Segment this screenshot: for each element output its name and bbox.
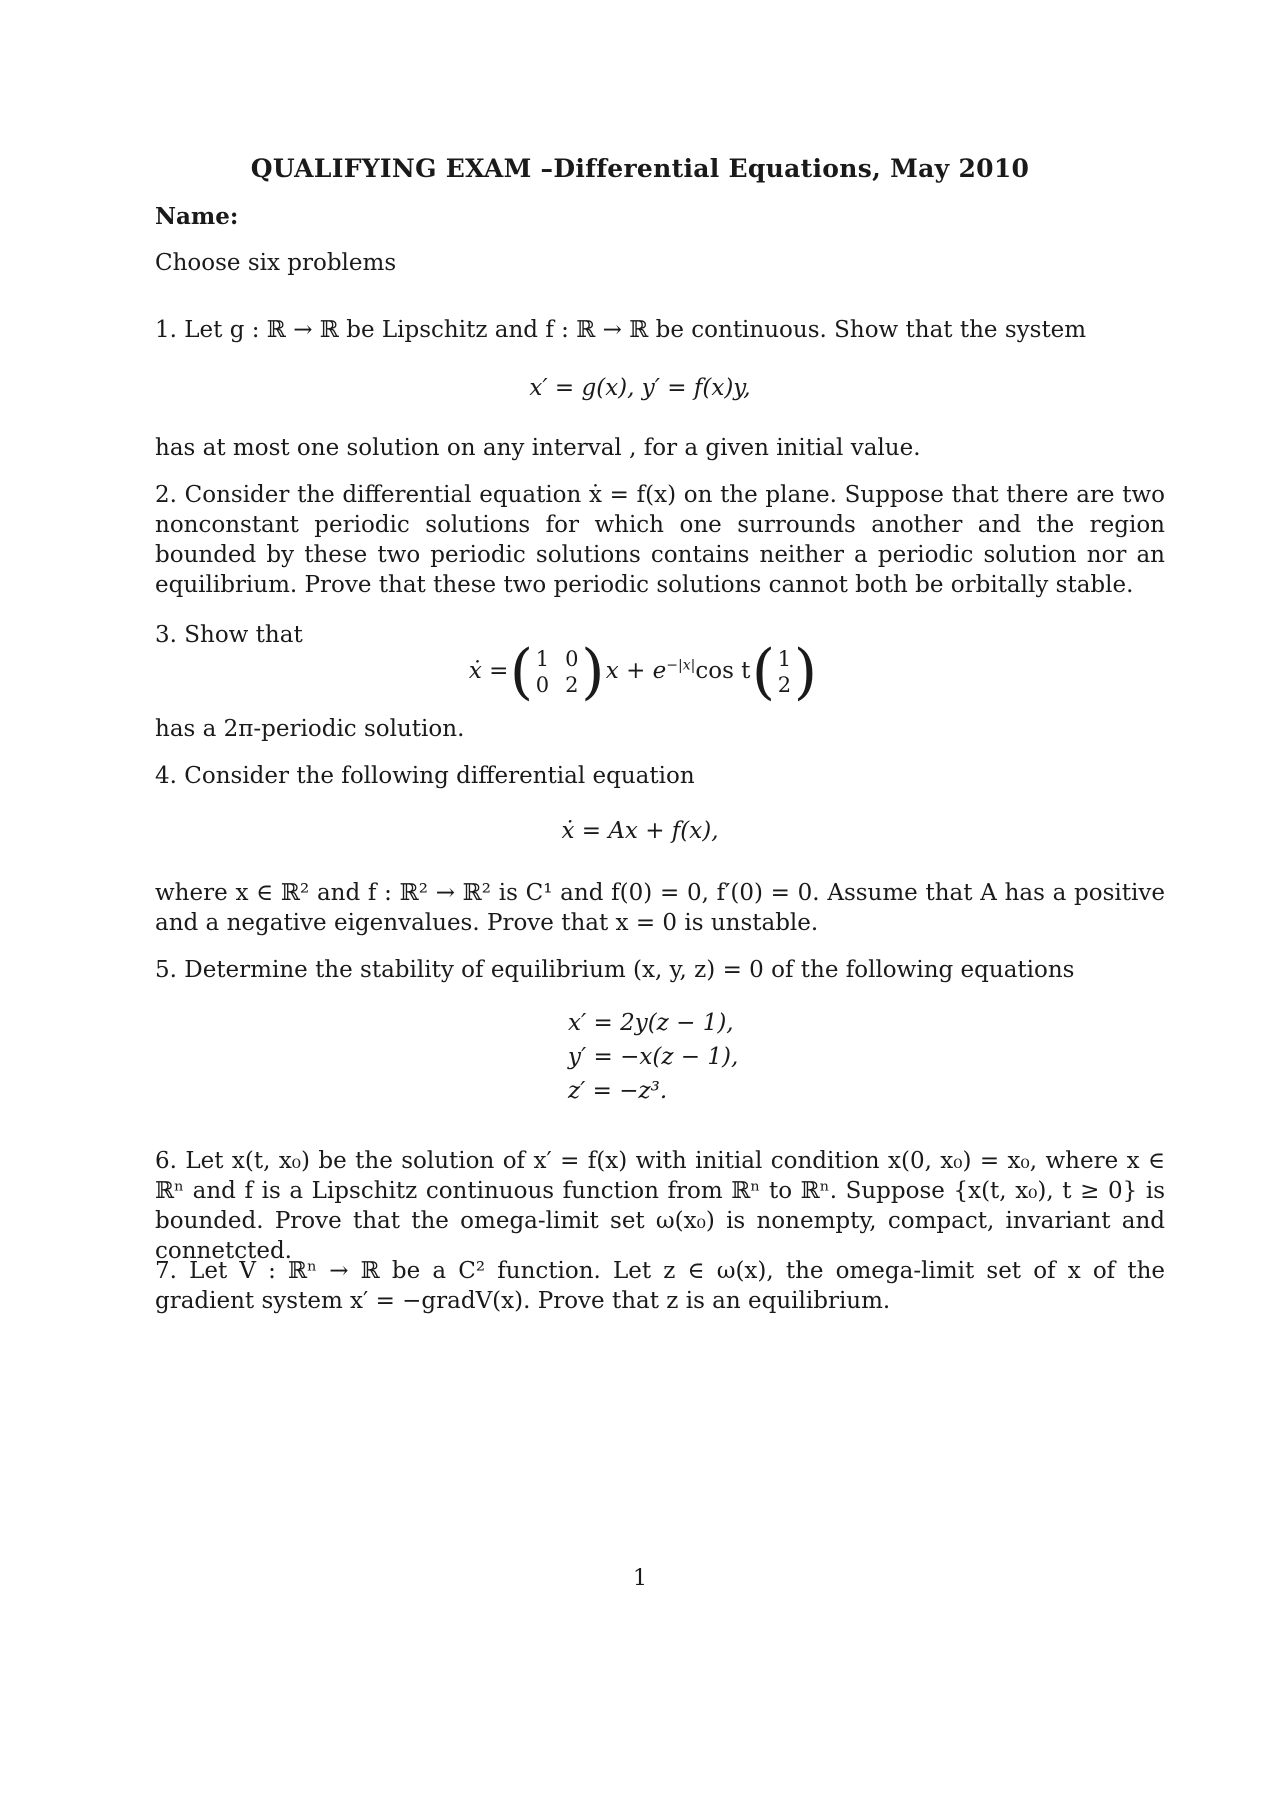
vector-cell: 1 [777,647,792,671]
problem-text: Let V : ℝⁿ → ℝ be a C² function. Let z ∈ ω(x), the omega-limit set of x of the gradient system x′ = −gradV(x). Prove that z is an equilibrium. [155,1258,1165,1314]
problem-6 [155,1146,1165,1266]
system-line: x′ = 2y(z − 1), [568,1010,734,1036]
name-label: Name: [155,203,239,230]
system-line: z′ = −z³. [568,1078,668,1104]
matrix-cell: 0 [535,673,550,697]
problem-number: 6. [155,1148,177,1174]
matrix-cell: 2 [565,673,579,697]
problem-text: Consider the differential equation ẋ = f(x) on the plane. Suppose that there are two nonconstant periodic solutions for which one surrounds another and the region bounded by these two periodic solutions contains neither a periodic solution nor an equilibrium. Prove that these two periodic solutions cannot both be orbitally stable. [155,482,1166,598]
equation-lhs: ẋ = [468,658,509,684]
problem-number: 7. [155,1258,177,1284]
problem-number: 1. [155,317,177,343]
matrix-cell: 0 [565,647,579,671]
problem-number: 4. [155,763,177,789]
problem-2 [155,480,1165,600]
instructions: Choose six problems [155,250,397,276]
matrix: ( 1 0 0 2 ) [509,637,605,707]
system-line: y′ = −x(z − 1), [568,1044,739,1070]
page-number: 1 [633,1566,647,1591]
problem-number: 5. [155,957,177,983]
problem-4 [155,761,1165,791]
problem-number: 3. [155,622,177,648]
problem-3-after: has a 2π-periodic solution. [155,716,465,742]
problem-1-equation: x′ = g(x), y′ = f(x)y, [529,375,751,401]
problem-4-after: where x ∈ ℝ² and f : ℝ² → ℝ² is C¹ and f(0) = 0, f′(0) = 0. Assume that A has a positive and a negative eigenvalues. Prove that x = 0 is unstable. [155,880,1165,936]
problem-3-equation [0,637,1280,707]
vector-cell: 2 [777,673,792,697]
exponent: −|x| [666,657,696,674]
problem-5-system [568,1006,738,1108]
problem-5 [155,955,1165,985]
matrix-cell: 1 [535,647,550,671]
problem-1 [155,315,1165,345]
equation-cos: cos t [695,658,751,684]
page-title: QUALIFYING EXAM –Differential Equations, May 2010 [250,154,1030,183]
problem-text: Determine the stability of equilibrium (x, y, z) = 0 of the following equations [184,957,1075,983]
vector: ( 1 2 ) [751,637,818,707]
equation-mid: x + e [605,658,667,684]
problem-4-equation: ẋ = Ax + f(x), [561,818,719,844]
problem-text: Show that [184,622,303,648]
problem-1-after: has at most one solution on any interval , for a given initial value. [155,435,921,461]
problem-7 [155,1256,1165,1316]
problem-text: Consider the following differential equation [184,763,695,789]
problem-text: Let g : ℝ → ℝ be Lipschitz and f : ℝ → ℝ be continuous. Show that the system [184,317,1087,343]
problem-text: Let x(t, x₀) be the solution of x′ = f(x) with initial condition x(0, x₀) = x₀, where x ∈ ℝⁿ and f is a Lipschitz continuous function from ℝⁿ to ℝⁿ. Suppose {x(t, x₀), t ≥ 0} is bounded. Prove that the omega-limit set ω(x₀) is nonempty, compact, invariant and connetcted. [155,1148,1166,1264]
problem-number: 2. [155,482,177,508]
